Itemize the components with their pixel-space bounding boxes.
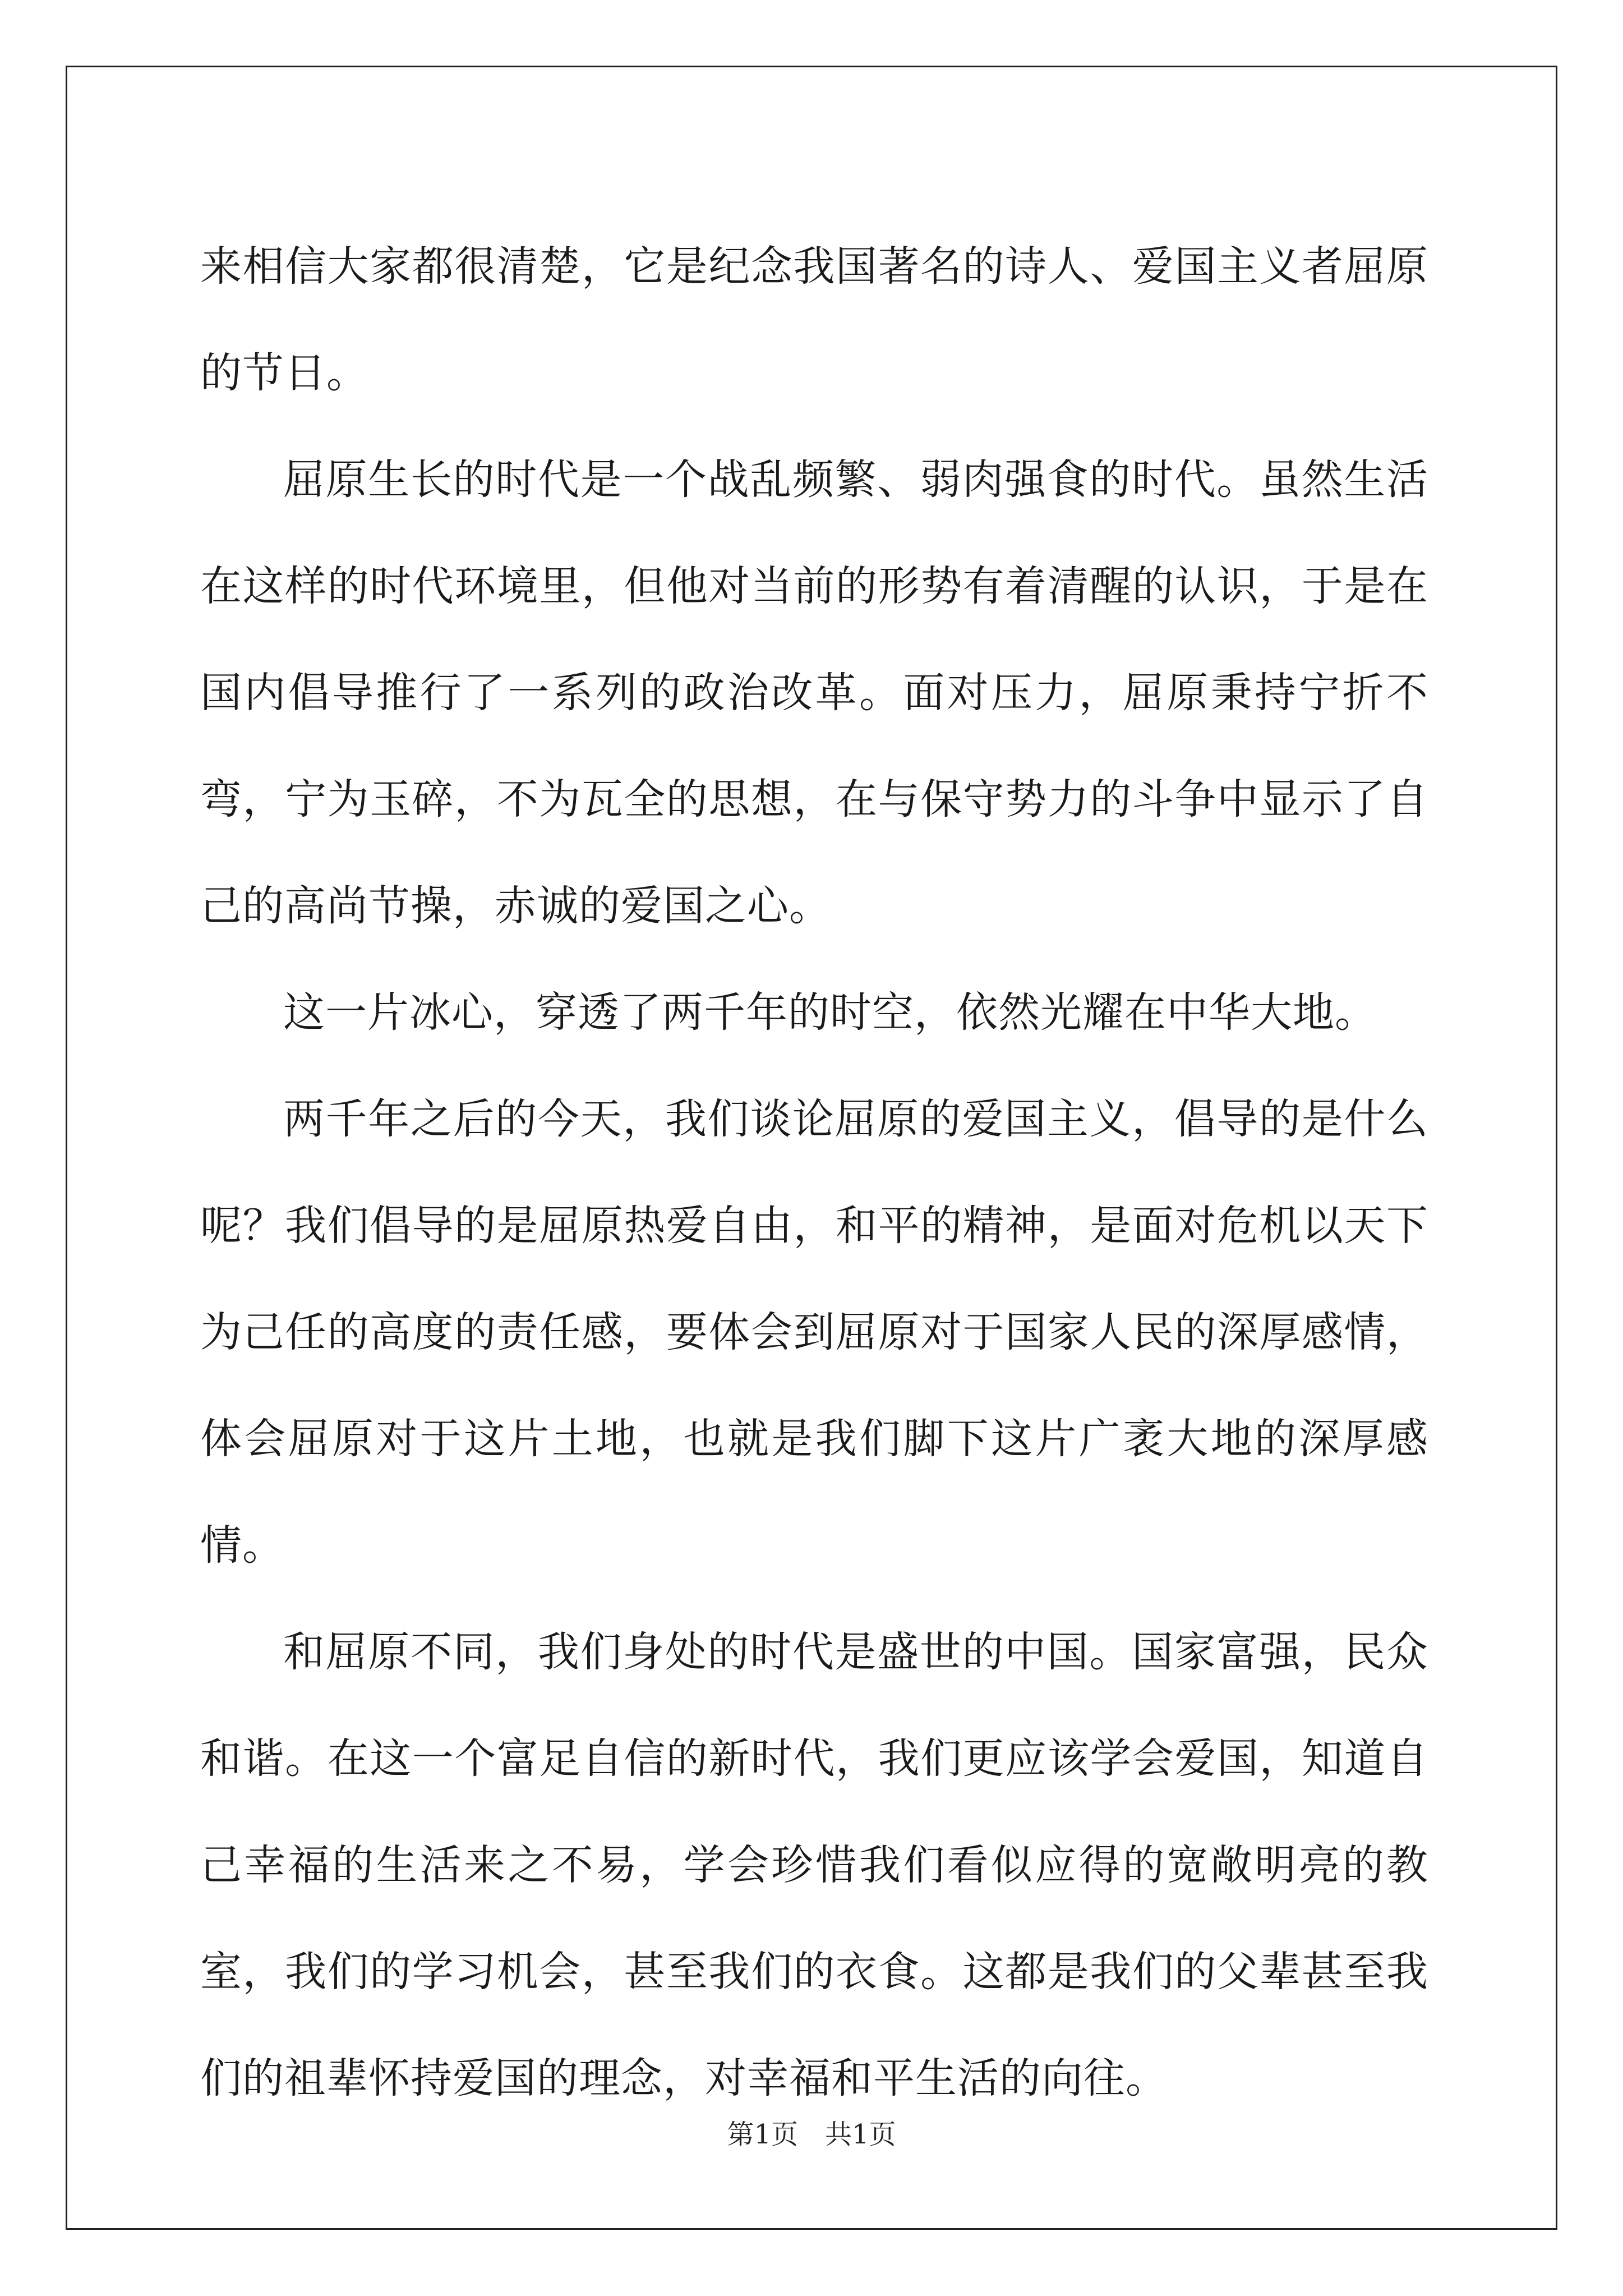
page-footer: 第1页 共1页 bbox=[727, 2119, 896, 2150]
paragraph-2: 屈原生长的时代是一个战乱频繁、弱肉强食的时代。虽然生活在这样的时代环境里，但他对当前的形势有着清醒的认识，于是在国内倡导推行了一系列的政治改革。面对压力，屈原秉持宁折不弯，宁为玉碎，不为瓦全的思想，在与保守势力的斗争中显示了自己的高尚节操，赤诚的爱国之心。 bbox=[200, 455, 1428, 930]
document-body bbox=[200, 213, 1428, 2132]
paragraph-5: 和屈原不同，我们身处的时代是盛世的中国。国家富强，民众和谐。在这一个富足自信的新时代，我们更应该学会爱国，知道自己幸福的生活来之不易，学会珍惜我们看似应得的宽敞明亮的教室，我们的学习机会，甚至我们的衣食。这都是我们的父辈甚至我们的祖辈怀持爱国的理念，对幸福和平生活的向往。 bbox=[200, 1628, 1428, 2102]
paragraph-4: 两千年之后的今天，我们谈论屈原的爱国主义，倡导的是什么呢？我们倡导的是屈原热爱自由，和平的精神，是面对危机以天下为己任的高度的责任感，要体会到屈原对于国家人民的深厚感情，体会屈原对于这片土地，也就是我们脚下这片广袤大地的深厚感情。 bbox=[200, 1095, 1428, 1570]
paragraph-1: 来相信大家都很清楚，它是纪念我国著名的诗人、爱国主义者屈原的节日。 bbox=[200, 242, 1428, 397]
paragraph-3: 这一片冰心，穿透了两千年的时空，依然光耀在中华大地。 bbox=[283, 988, 1377, 1037]
